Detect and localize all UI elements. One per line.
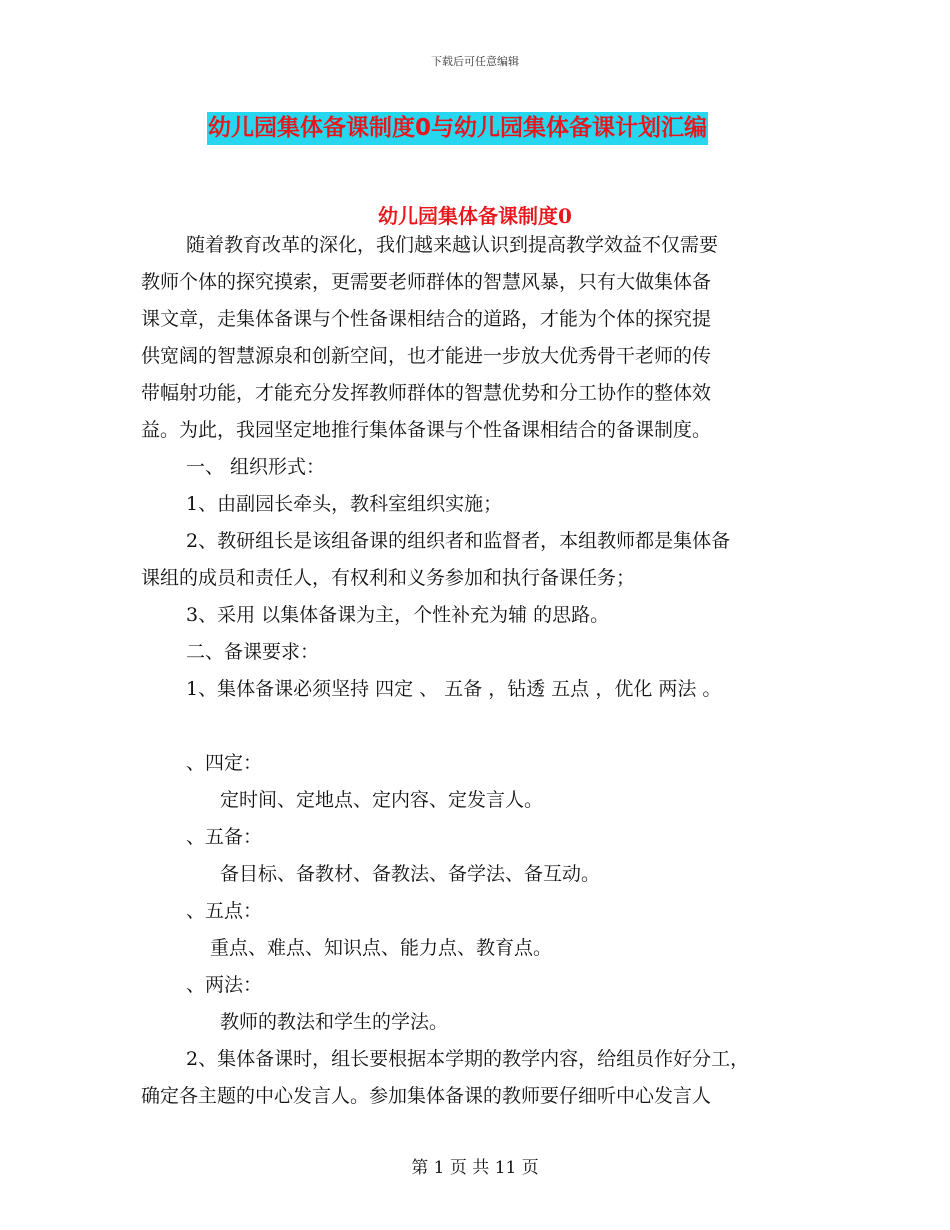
body-line: 益。为此，我园坚定地推行集体备课与个性备课相结合的备课制度。 <box>141 419 712 441</box>
document-title: 幼儿园集体备课制度0与幼儿园集体备课计划汇编 <box>207 112 708 145</box>
sub-item: 重点、难点、知识点、能力点、教育点。 <box>210 937 553 959</box>
list-item: 3、采用 以集体备课为主，个性补充为辅 的思路。 <box>186 604 610 626</box>
body-line: 带幅射功能，才能充分发挥教师群体的智慧优势和分工协作的整体效 <box>141 382 712 404</box>
sub-heading: 、五点： <box>186 900 263 922</box>
body-line: 课文章，走集体备课与个性备课相结合的道路，才能为个体的探究提 <box>141 308 712 330</box>
list-item: 1、集体备课必须坚持 四定 、 五备 ，钻透 五点 ，优化 两法 。 <box>186 678 722 700</box>
sub-item: 定时间、定地点、定内容、定发言人。 <box>220 789 544 811</box>
sub-heading: 、两法： <box>186 974 263 996</box>
sub-heading: 、五备： <box>186 826 263 848</box>
sub-heading: 、四定： <box>186 752 263 774</box>
body-line: 教师个体的探究摸索，更需要老师群体的智慧风暴，只有大做集体备 <box>141 271 712 293</box>
header-note: 下载后可任意编辑 <box>431 55 519 68</box>
section-heading: 二、备课要求： <box>186 641 320 663</box>
section-heading: 一、 组织形式： <box>186 456 326 478</box>
page-footer: 第 1 页 共 11 页 <box>411 1158 539 1178</box>
list-item: 1、由副园长牵头，教科室组织实施； <box>186 493 503 515</box>
body-line: 确定各主题的中心发言人。参加集体备课的教师要仔细听中心发言人 <box>141 1085 712 1107</box>
sub-item: 教师的教法和学生的学法。 <box>220 1011 449 1033</box>
body-line: 供宽阔的智慧源泉和创新空间，也才能进一步放大优秀骨干老师的传 <box>141 345 712 367</box>
list-item: 2、教研组长是该组备课的组织者和监督者，本组教师都是集体备 <box>186 530 731 552</box>
list-item: 2、集体备课时，组长要根据本学期的教学内容，给组员作好分工， <box>186 1048 750 1070</box>
body-line: 课组的成员和责任人，有权利和义务参加和执行备课任务； <box>141 567 636 589</box>
sub-item: 备目标、备教材、备教法、备学法、备互动。 <box>220 863 601 885</box>
section-title: 幼儿园集体备课制度0 <box>378 204 572 228</box>
body-line: 随着教育改革的深化，我们越来越认识到提高教学效益不仅需要 <box>186 234 719 256</box>
